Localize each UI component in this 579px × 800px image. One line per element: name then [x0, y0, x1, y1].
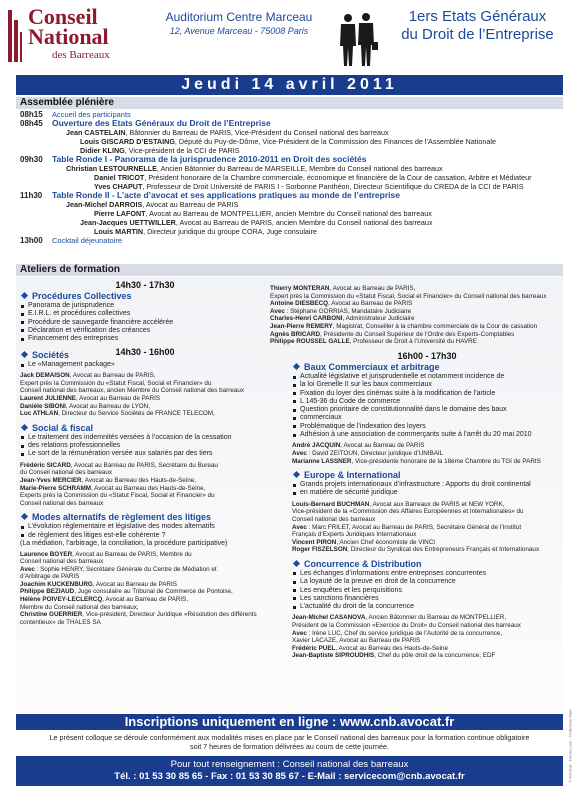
- speaker-name: Thierry MONTERAN: [270, 285, 330, 292]
- speaker-role: du Conseil national des barreaux: [20, 469, 113, 477]
- speaker-name: Laurent JULIENNE: [20, 395, 76, 403]
- speaker-name: Luc ATHLAN: [20, 410, 59, 418]
- business-people-icon: [336, 12, 378, 66]
- speaker-line: [20, 573, 288, 581]
- workshop-column-right: [292, 350, 562, 665]
- speaker-line: [20, 387, 288, 395]
- diamond-icon: [293, 471, 300, 478]
- speaker-role: , Avocat au Barreau des Hauts-de-Seine,: [81, 476, 196, 484]
- venue-name: Auditorium Centre Marceau: [165, 10, 313, 24]
- logo-line-1: Conseil: [28, 4, 98, 29]
- speaker-role: , Avocat au Barreau de LYON,: [65, 402, 150, 410]
- speaker-line: [20, 410, 288, 418]
- speaker-line: [20, 604, 288, 612]
- speaker-role: Français d’Experts Juridiques Internationaux: [292, 531, 417, 539]
- speaker-line: [20, 566, 288, 574]
- topic-item: L 145-36 du Code de commerce: [292, 398, 562, 406]
- speaker-role: , Vice-président, Directeur Juridique «Résolution des différents: [82, 611, 257, 619]
- speaker-role: , Avocat au Barreau de PARIS,: [102, 596, 189, 604]
- speaker-line: [20, 492, 288, 500]
- speaker-line: [80, 218, 433, 227]
- speaker-role: , Député du Puy-de-Dôme, Vice-Président de la Commission des Finances de l’Assemblée Nationale: [174, 137, 496, 146]
- section-title: [292, 362, 562, 373]
- speaker-role: Xavier LACAZE, Avocat au Barreau de PARIS: [292, 637, 421, 645]
- session-title: Table Ronde II - L’acte d’avocat et ses applications pratiques au monde de l’entreprise: [52, 191, 400, 200]
- speaker-line: [94, 209, 432, 218]
- section-title-text: Sociétés: [32, 350, 70, 360]
- speaker-name: Pierre LAFONT: [94, 209, 146, 218]
- speaker-role: , Professeur de Droit Université de PARIS I - Sorbonne Panthéon, Directeur Scientifique du CREDA de la CCI de PARIS: [142, 182, 524, 191]
- topic-item: Le «Management package»: [20, 361, 288, 369]
- speaker-line: [94, 227, 317, 236]
- speaker-line: [20, 477, 288, 485]
- section-title: [292, 470, 562, 481]
- speaker-role: , Ancien Bâtonnier du Barreau de MARSEILLE, Membre du Conseil national des barreaux: [156, 164, 443, 173]
- speaker-name: Jack DEMAISON: [20, 372, 70, 380]
- topic-item: La loyauté de la preuve en droit de la concurrence: [292, 578, 562, 586]
- speaker-name: Laurence BOYER: [20, 550, 73, 558]
- plenary-programme: [16, 110, 563, 245]
- speaker-role: Expert près la Commission du «Statut Fiscal, Social et Financier» du: [20, 379, 212, 387]
- speaker-line: [80, 137, 496, 146]
- spacer: [292, 660, 562, 665]
- diamond-icon: [21, 292, 28, 299]
- time-slot: 14h30 - 17h30: [115, 280, 175, 290]
- programme-time: 09h30: [20, 155, 43, 164]
- programme-row: [16, 137, 563, 146]
- speaker-name: Marie-Pierre SCHRAMM: [20, 484, 92, 492]
- speaker-role: : David ZEITOUN, Directeur juridique d’UNIBAIL: [306, 449, 444, 457]
- speaker-line: [270, 285, 560, 293]
- topic-list: [20, 302, 270, 343]
- cnb-logo: [8, 6, 128, 64]
- speaker-line: [292, 442, 562, 450]
- topic-item: Procédure de sauvegarde financière accélérée: [20, 319, 270, 327]
- speaker-role: : Marc FRILET, Avocat au Barreau de PARIS, Secrétaire Général de l’Institut: [306, 523, 522, 531]
- workshop-speakers-procedures: [270, 285, 560, 346]
- speaker-role: Membre du Conseil national des barreaux,: [20, 603, 139, 611]
- speaker-name: Antoine DIESBECQ: [270, 300, 329, 308]
- speaker-name: Philippe BEZIAUD: [20, 588, 75, 596]
- programme-row: [16, 155, 563, 164]
- programme-row: [16, 191, 563, 200]
- section-title: [292, 559, 562, 570]
- section-title: [20, 350, 288, 361]
- header: [0, 0, 579, 74]
- speaker-line: [292, 630, 562, 638]
- speaker-line: [20, 500, 288, 508]
- speaker-role: , Avocat au Barreau de PARIS,: [329, 285, 416, 292]
- speaker-line: [20, 403, 288, 411]
- speaker-line: [270, 300, 560, 308]
- speaker-role: , Avocat au Barreau de PARIS: [75, 395, 161, 403]
- topic-item: Les sanctions financières: [292, 595, 562, 603]
- speaker-name: Vincent PIRON: [292, 538, 337, 546]
- speaker-role: , Avocat aux Barreaux de PARIS et NEW YORK,: [369, 500, 505, 508]
- speaker-role: , Avocat au Barreau des Hauts-de-Seine: [335, 644, 449, 652]
- logo-line-3: des Barreaux: [52, 49, 110, 61]
- speaker-name: Roger FISZELSON: [292, 546, 348, 554]
- diamond-icon: [21, 351, 28, 358]
- speaker-role: Expert près la Commission du «Statut Fiscal, Social et Financier» du Conseil national des barreaux: [270, 292, 547, 300]
- speaker-line: [20, 588, 288, 596]
- speaker-name: Jean-Baptiste SIPROUDHIS: [292, 652, 375, 660]
- speaker-line: [292, 546, 562, 554]
- programme-row: [16, 164, 563, 173]
- speaker-line: [94, 173, 531, 182]
- speaker-name: Yves CHAPUT: [94, 182, 143, 191]
- speaker-role: , Administrateur Judiciaire: [342, 315, 415, 323]
- speaker-line: [270, 315, 560, 323]
- speaker-name: Avec: [20, 565, 35, 573]
- ateliers-title: Ateliers de formation: [20, 264, 121, 275]
- topic-item: Question prioritaire de constitutionnalité dans le domaine des baux: [292, 406, 562, 414]
- speaker-line: [20, 469, 288, 477]
- speaker-line: [66, 164, 443, 173]
- programme-row: [16, 236, 563, 245]
- speaker-role: , Avocat au Barreau de PARIS, Membre du: [72, 550, 192, 558]
- speaker-name: Avec: [292, 523, 307, 531]
- speaker-line: [292, 614, 562, 622]
- speaker-line: [292, 637, 562, 645]
- event-title-line-1: 1ers Etats Généraux: [408, 8, 547, 25]
- speaker-line: [270, 308, 560, 316]
- speaker-name: Jean-Jacques UETTWILLER: [80, 218, 176, 227]
- speaker-name: André JACQUIN: [292, 442, 341, 450]
- speaker-role: , Magistrat, Conseiller à la chambre commerciale de la Cour de cassation: [332, 322, 538, 330]
- topic-list: [20, 434, 288, 459]
- session-title: Table Ronde I - Panorama de la jurisprudence 2010-2011 en Droit des sociétés: [52, 155, 367, 164]
- topic-list: [292, 373, 562, 439]
- speaker-role: , Chef du pôle droit de la concurrence, EDF: [374, 652, 496, 660]
- speaker-line: [20, 551, 288, 559]
- speaker-line: [292, 539, 562, 547]
- time-slot: 16h00 - 17h30: [397, 351, 457, 361]
- speaker-role: , Avocat au Barreau de PARIS, Secrétaire du Bureau: [70, 461, 218, 469]
- speaker-line: [20, 485, 288, 493]
- venue: [164, 10, 314, 36]
- programme-row: [16, 227, 563, 236]
- topic-item: Déclaration et vérification des créances: [20, 327, 270, 335]
- programme-time: 08h15: [20, 110, 43, 119]
- speaker-line: [292, 450, 562, 458]
- speaker-line: [20, 611, 288, 619]
- speaker-name: Christian LESTOURNELLE: [66, 164, 157, 173]
- training-note: Le présent colloque se déroule conformément aux modalités mises en place par le Conseil national des barreaux pour la formation continue obligatoire soit 7 heures de formation délivrées au cours de cette journée.: [49, 733, 530, 751]
- speaker-line: [270, 293, 560, 301]
- topic-item: Le sort de la rémunération versée aux salariés par des tiers: [20, 450, 288, 458]
- speaker-name: Charles-Henri CARBONI: [270, 315, 343, 323]
- topic-item: L’évolution réglementaire et législative des modes alternatifs: [20, 523, 288, 531]
- speaker-role: , Juge consulaire au Tribunal de Commerce de Pontoise,: [74, 588, 233, 596]
- speaker-role: , Avocat au Barreau de PARIS: [142, 200, 239, 209]
- speaker-line: [20, 596, 288, 604]
- speaker-role: Vice-président de la «Commission des Affaires Européennes et Internationales» du: [292, 508, 524, 516]
- speaker-role: contentieux» de THALES SA: [20, 618, 101, 626]
- programme-row: [16, 218, 563, 227]
- speaker-line: [20, 619, 288, 627]
- topic-item: E.I.R.L. et procédures collectives: [20, 310, 270, 318]
- speaker-role: , Vice-présidente honoraire de la 18ème Chambre du TGI de PARIS: [351, 457, 541, 465]
- speaker-role: d’Arbitrage de PARIS: [20, 573, 80, 581]
- topic-item: Grands projets internationaux d’infrastructure : Apports du droit continental: [292, 481, 562, 489]
- speaker-role: Président de la Commission «Exercice du Droit» du Conseil national des barreaux: [292, 621, 521, 629]
- topic-item: en matière de sécurité juridique: [292, 489, 562, 497]
- speaker-role: : Irène LUC, Chef du service juridique de l’Autorité de la concurrence,: [306, 629, 503, 637]
- speaker-role: Conseil national des barreaux: [292, 515, 376, 523]
- programme-time: 08h45: [20, 119, 43, 128]
- programme-row: [16, 146, 563, 155]
- speaker-line: [292, 524, 562, 532]
- speaker-line: [20, 395, 288, 403]
- venue-address: 12, Avenue Marceau - 75008 Paris: [169, 26, 309, 36]
- speaker-line: [20, 581, 288, 589]
- speaker-line: [292, 531, 562, 539]
- time-slot: 14h30 - 16h00: [115, 347, 175, 358]
- speaker-name: Danièle SIBONI: [20, 402, 66, 410]
- programme-row: [16, 128, 563, 137]
- speaker-line: [80, 146, 240, 155]
- speaker-role: , Avocat au Barreau des Hauts-de-Seine,: [91, 484, 206, 492]
- topic-list: [292, 570, 562, 611]
- diamond-icon: [21, 513, 28, 520]
- speaker-line: [292, 508, 562, 516]
- speaker-name: Jean CASTELAIN: [66, 128, 126, 137]
- logo-line-2: National: [28, 24, 109, 49]
- topic-item: des relations professionnelles: [20, 442, 288, 450]
- programme-row: [16, 173, 563, 182]
- section-title: [20, 423, 288, 434]
- speaker-name: Jean-Yves MERCIER: [20, 476, 82, 484]
- session-label: Accueil des participants: [52, 110, 131, 119]
- speaker-name: Marianne LASSNER: [292, 457, 352, 465]
- speaker-line: [292, 501, 562, 509]
- speaker-role: , Directeur du Syndicat des Entrepreneurs Français et Internationaux: [347, 546, 540, 554]
- speaker-name: Agnès BRICARD: [270, 330, 321, 338]
- speaker-line: [66, 128, 389, 137]
- diamond-icon: [293, 363, 300, 370]
- speaker-name: Frédéric PUEL: [292, 644, 336, 652]
- session-title: Ouverture des Etats Généraux du Droit de l’Entreprise: [52, 119, 271, 128]
- programme-time: 11h30: [20, 191, 43, 200]
- topic-item: Actualité législative et jurisprudentielle et notamment incidence de: [292, 373, 562, 381]
- speaker-name: Christine GUERRIER: [20, 611, 83, 619]
- speaker-role: , Ancien Chef économiste de VINCI: [336, 538, 436, 546]
- section-title-text: Europe & International: [304, 470, 401, 481]
- speaker-name: Daniel TRICOT: [94, 173, 145, 182]
- programme-row: [16, 209, 563, 218]
- speaker-role: : Sophie HENRY, Secrétaire Générale du Centre de Médiation et: [34, 565, 217, 573]
- spacer: [20, 626, 288, 631]
- speaker-role: , Ancien Bâtonnier du Barreau de MONTPELLIER,: [365, 614, 507, 622]
- programme-row: [16, 182, 563, 191]
- speaker-line: [20, 372, 288, 380]
- programme-row: [16, 119, 563, 128]
- speaker-role: , Présidente du Conseil Supérieur de l’Ordre des Experts-Comptables: [320, 330, 515, 338]
- contact-line-2[interactable]: Tél. : 01 53 30 85 65 - Fax : 01 53 30 85 67 - E-Mail : servicecom@cnb.avocat.fr: [114, 771, 465, 782]
- photo-credit: © Acrobat - Fotolia.com - CNB/Jean-Marc: [567, 708, 573, 783]
- speaker-role: , Avocat au Barreau de PARIS: [328, 300, 413, 308]
- speaker-role: , Avocat au Barreau de PARIS, ancien Membre du Conseil national des barreaux: [175, 218, 433, 227]
- speaker-role: , Professeur de Droit à l’Université du HAVRE: [349, 338, 477, 346]
- contact-banner: [16, 756, 563, 786]
- speaker-role: Conseil national des barreaux: [20, 499, 104, 507]
- topic-item: Les échanges d’informations entre entreprises concurrentes: [292, 570, 562, 578]
- speaker-role: , Directeur du Service Sociétés de FRANCE TELECOM,: [58, 410, 215, 418]
- session-label: Cocktail déjeunatoire: [52, 236, 123, 245]
- section-title: Procédures Collectives: [20, 291, 270, 302]
- speaker-name: Louis-Bernard BUCHMAN: [292, 500, 370, 508]
- speaker-name: Louis GISCARD D’ESTAING: [80, 137, 175, 146]
- topic-list: [20, 361, 288, 369]
- topic-list: [20, 523, 288, 540]
- speaker-line: [270, 338, 560, 346]
- speaker-role: , Vice-président de la CCI de PARIS: [124, 146, 240, 155]
- speaker-name: Didier KLING: [80, 146, 125, 155]
- speaker-name: Philippe ROUSSEL GALLE: [270, 338, 350, 346]
- diamond-icon: [293, 560, 300, 567]
- speaker-name: Jean-Michel CASANOVA: [292, 614, 366, 622]
- speaker-line: [20, 380, 288, 388]
- speaker-name: Louis MARTIN: [94, 227, 144, 236]
- speaker-name: Avec: [292, 629, 307, 637]
- topic-item: commerciaux: [292, 414, 562, 422]
- speaker-name: Avec: [270, 307, 285, 315]
- speaker-role: , Bâtonnier du Barreau de PARIS, Vice-Président du Conseil national des barreaux: [125, 128, 389, 137]
- topic-item: de règlement des litiges est-elle cohérente ?: [20, 532, 288, 540]
- speaker-line: [94, 182, 524, 191]
- speaker-line: [292, 622, 562, 630]
- logo-mark-icon: [8, 10, 22, 62]
- contact-line-1: Pour tout renseignement : Conseil national des barreaux: [170, 759, 409, 770]
- speaker-line: [270, 323, 560, 331]
- speaker-line: [292, 652, 562, 660]
- topic-item: Fixation du loyer des cinémas suite à la modification de l’article: [292, 390, 562, 398]
- speaker-line: [270, 331, 560, 339]
- speaker-line: [292, 458, 562, 466]
- speaker-role: , Avocat au Barreau de MONTPELLIER, ancien Membre du Conseil national des barreaux: [145, 209, 432, 218]
- section-title-text: Concurrence & Distribution: [304, 558, 422, 569]
- date-banner: Jeudi 14 avril 2011: [16, 75, 563, 95]
- speaker-name: Avec: [292, 449, 307, 457]
- programme-time: 13h00: [20, 236, 43, 245]
- topic-list: [292, 481, 562, 498]
- diamond-icon: [21, 424, 28, 431]
- topic-item: la loi Grenelle II sur les baux commerciaux: [292, 381, 562, 389]
- speaker-line: [292, 645, 562, 653]
- speaker-name: Joachim KUCKENBURG: [20, 580, 93, 588]
- topic-note: (La médiation, l’arbitrage, la conciliation, la procédure participative): [20, 539, 228, 547]
- speaker-name: Hélène POIVEY-LECLERCQ: [20, 596, 103, 604]
- section-title: [20, 512, 288, 523]
- speaker-line: [20, 462, 288, 470]
- section-title-text: Modes alternatifs de règlement des litiges: [32, 512, 212, 523]
- topic-item: Le traitement des indemnités versées à l’occasion de la cessation: [20, 434, 288, 442]
- topic-item: Adhésion à une association de commerçants suite à l’arrêt du 20 mai 2010: [292, 431, 562, 439]
- section-title-text: Social & fiscal: [32, 422, 94, 433]
- topic-item: L’actualité du droit de la concurrence: [292, 603, 562, 611]
- inscriptions-link[interactable]: Inscriptions uniquement en ligne : www.cnb.avocat.fr: [16, 714, 563, 730]
- speaker-role: Experts près la Commission du «Statut Fiscal, Social et Financier» du: [20, 492, 215, 500]
- workshop-procedures-collectives: [20, 279, 270, 358]
- pleniere-title: Assemblée plénière: [20, 97, 114, 108]
- speaker-line: [66, 200, 238, 209]
- event-title: [380, 8, 575, 44]
- event-title-line-2: du Droit de l’Entreprise: [401, 26, 554, 43]
- speaker-role: , Avocat au Barreau de PARIS,: [69, 372, 156, 380]
- speaker-role: : Stéphane GORRIAS, Mandataire Judiciaire: [284, 307, 412, 315]
- speaker-role: Conseil national des barreaux, ancien Membre du Conseil national des barreaux: [20, 387, 245, 395]
- speaker-line: [20, 558, 288, 566]
- topic-item: Financement des entreprises: [20, 335, 270, 343]
- programme-row: [16, 200, 563, 209]
- workshop-column-left: [20, 350, 288, 631]
- topic-item: Panorama de jurisprudence: [20, 302, 270, 310]
- speaker-role: Conseil national des barreaux: [20, 558, 104, 566]
- speaker-role: , Directeur juridique du groupe CORA, Juge consulaire: [143, 227, 317, 236]
- topic-item: Les enquêtes et les perquisitions: [292, 587, 562, 595]
- speaker-role: , Président honoraire de la Chambre commerciale, économique et financière de la Cour de cassation, Arbitre et Médiateur: [144, 173, 532, 182]
- speaker-role: , Avocat au Barreau de PARIS: [92, 580, 177, 588]
- section-title-text: Baux Commerciaux et arbitrage: [304, 362, 440, 372]
- speaker-line: [292, 516, 562, 524]
- speaker-role: , Avocat au Barreau de PARIS: [340, 442, 425, 450]
- speaker-name: Jean-Michel DARROIS: [66, 200, 143, 209]
- topic-item: Problématique de l’indexation des loyers: [292, 423, 562, 431]
- programme-row: [16, 110, 563, 119]
- speaker-name: Jean-Pierre REMERY: [270, 322, 333, 330]
- speaker-name: Frédéric SICARD: [20, 461, 71, 469]
